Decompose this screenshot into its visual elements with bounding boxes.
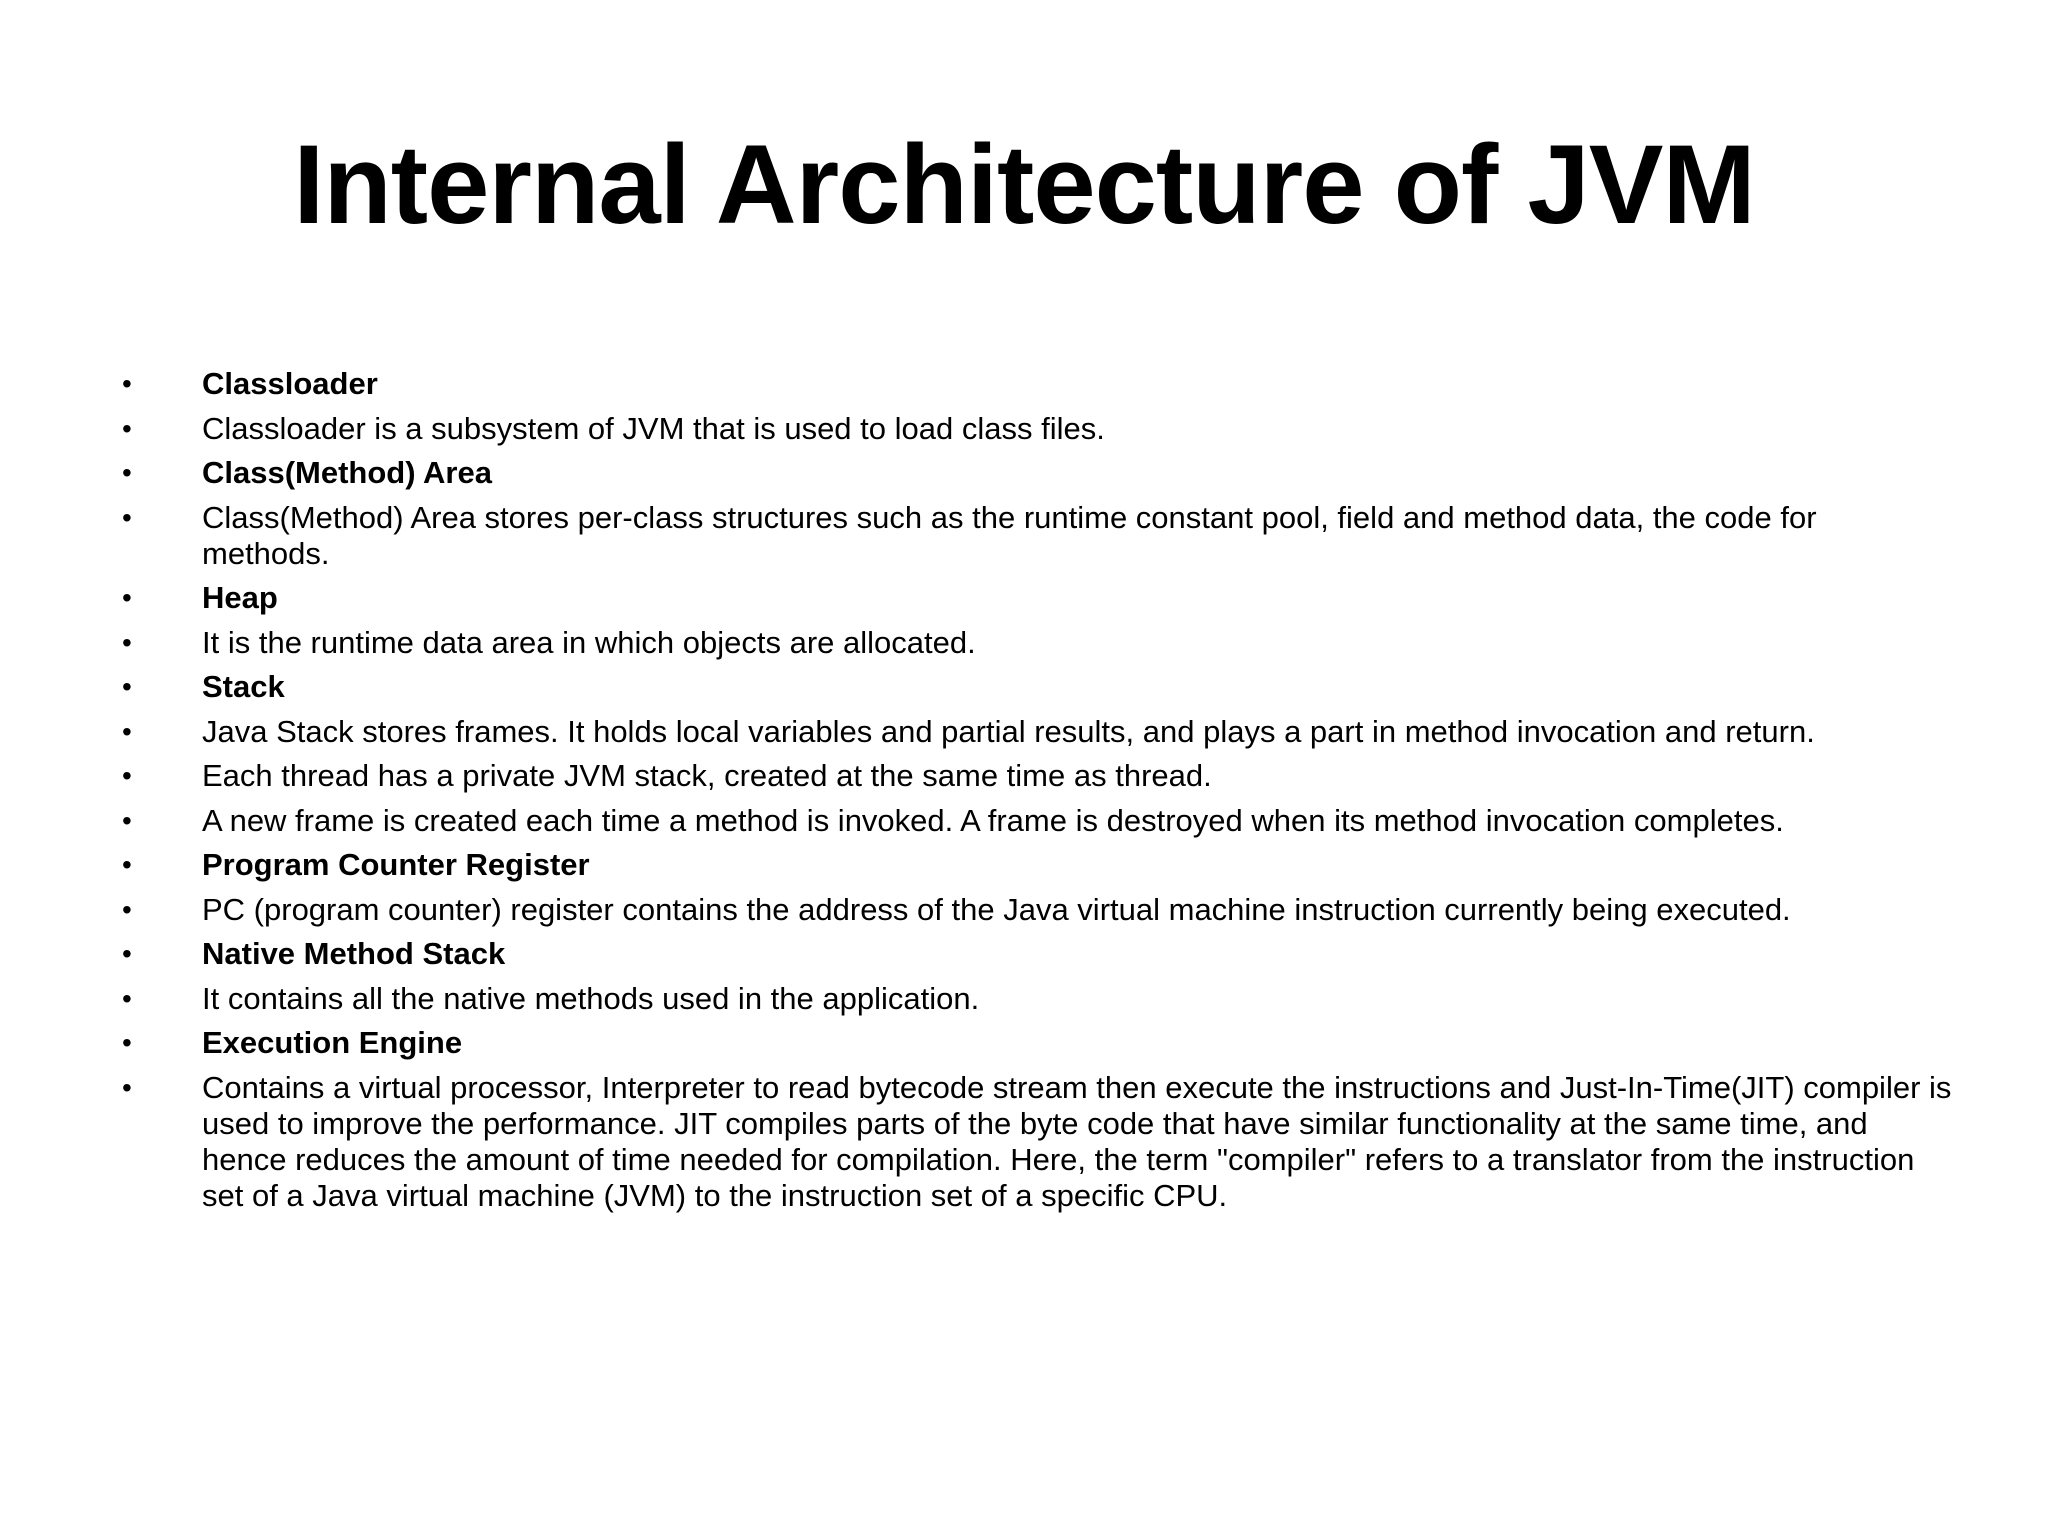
- bullet-text: Classloader is a subsystem of JVM that is used to load class files.: [202, 410, 1105, 446]
- bullet-heading: [122, 669, 1952, 705]
- bullet-dot-icon: •: [122, 1027, 132, 1058]
- bullet-text: It contains all the native methods used in the application.: [202, 980, 980, 1016]
- bullet-list: [122, 366, 1952, 1222]
- bullet-item: [122, 758, 1952, 794]
- bullet-dot-icon: •: [122, 893, 132, 925]
- bullet-heading-text: Heap: [202, 580, 278, 615]
- bullet-dot-icon: •: [122, 626, 132, 658]
- slide-title: Internal Architecture of JVM: [293, 122, 1755, 247]
- bullet-dot-icon: •: [122, 582, 132, 613]
- bullet-heading: [122, 1025, 1952, 1061]
- bullet-dot-icon: •: [122, 849, 132, 880]
- bullet-text: Class(Method) Area stores per-class structures such as the runtime constant pool, field and method data, the code for methods.: [202, 499, 1817, 571]
- bullet-text: A new frame is created each time a method is invoked. A frame is destroyed when its method invocation completes.: [202, 802, 1784, 838]
- bullet-item: [122, 411, 1952, 447]
- bullet-dot-icon: •: [122, 457, 132, 488]
- bullet-heading: [122, 936, 1952, 972]
- bullet-dot-icon: •: [122, 368, 132, 399]
- bullet-heading-text: Classloader: [202, 366, 378, 401]
- bullet-dot-icon: •: [122, 760, 132, 791]
- bullet-item: [122, 981, 1952, 1017]
- bullet-heading: [122, 847, 1952, 883]
- bullet-dot-icon: •: [122, 715, 132, 747]
- bullet-dot-icon: •: [122, 982, 132, 1014]
- bullet-heading-text: Native Method Stack: [202, 936, 506, 971]
- bullet-item: [122, 714, 1952, 750]
- bullet-dot-icon: •: [122, 804, 132, 836]
- bullet-item: [122, 892, 1952, 928]
- bullet-heading: [122, 366, 1952, 402]
- bullet-dot-icon: •: [122, 1071, 132, 1103]
- bullet-dot-icon: •: [122, 938, 132, 969]
- bullet-item: [122, 500, 1952, 572]
- bullet-text: It is the runtime data area in which objects are allocated.: [202, 624, 976, 660]
- bullet-item: [122, 1070, 1952, 1214]
- bullet-heading-text: Class(Method) Area: [202, 455, 492, 490]
- bullet-text: Contains a virtual processor, Interpreter to read bytecode stream then execute the instructions and Just-In-Time(JIT) compiler is used to improve the performance. JIT compiles parts of the byte code that have similar functionality at the same time, and hence reduces the amount of time needed for compilation. Here, the term "compiler" refers to a translator from the instruction set of a Java virtual machine (JVM) to the instruction set of a specific CPU.: [202, 1069, 1952, 1213]
- bullet-dot-icon: •: [122, 412, 132, 444]
- bullet-heading: [122, 580, 1952, 616]
- bullet-dot-icon: •: [122, 671, 132, 702]
- bullet-heading-text: Execution Engine: [202, 1025, 463, 1060]
- bullet-heading-text: Stack: [202, 669, 285, 704]
- bullet-item: [122, 625, 1952, 661]
- bullet-text: Each thread has a private JVM stack, created at the same time as thread.: [202, 758, 1212, 793]
- bullet-item: [122, 803, 1952, 839]
- bullet-dot-icon: •: [122, 501, 132, 533]
- bullet-text: PC (program counter) register contains the address of the Java virtual machine instruction currently being executed.: [202, 891, 1791, 927]
- bullet-text: Java Stack stores frames. It holds local variables and partial results, and plays a part in method invocation and return.: [202, 713, 1815, 749]
- bullet-heading: [122, 455, 1952, 491]
- bullet-heading-text: Program Counter Register: [202, 847, 590, 882]
